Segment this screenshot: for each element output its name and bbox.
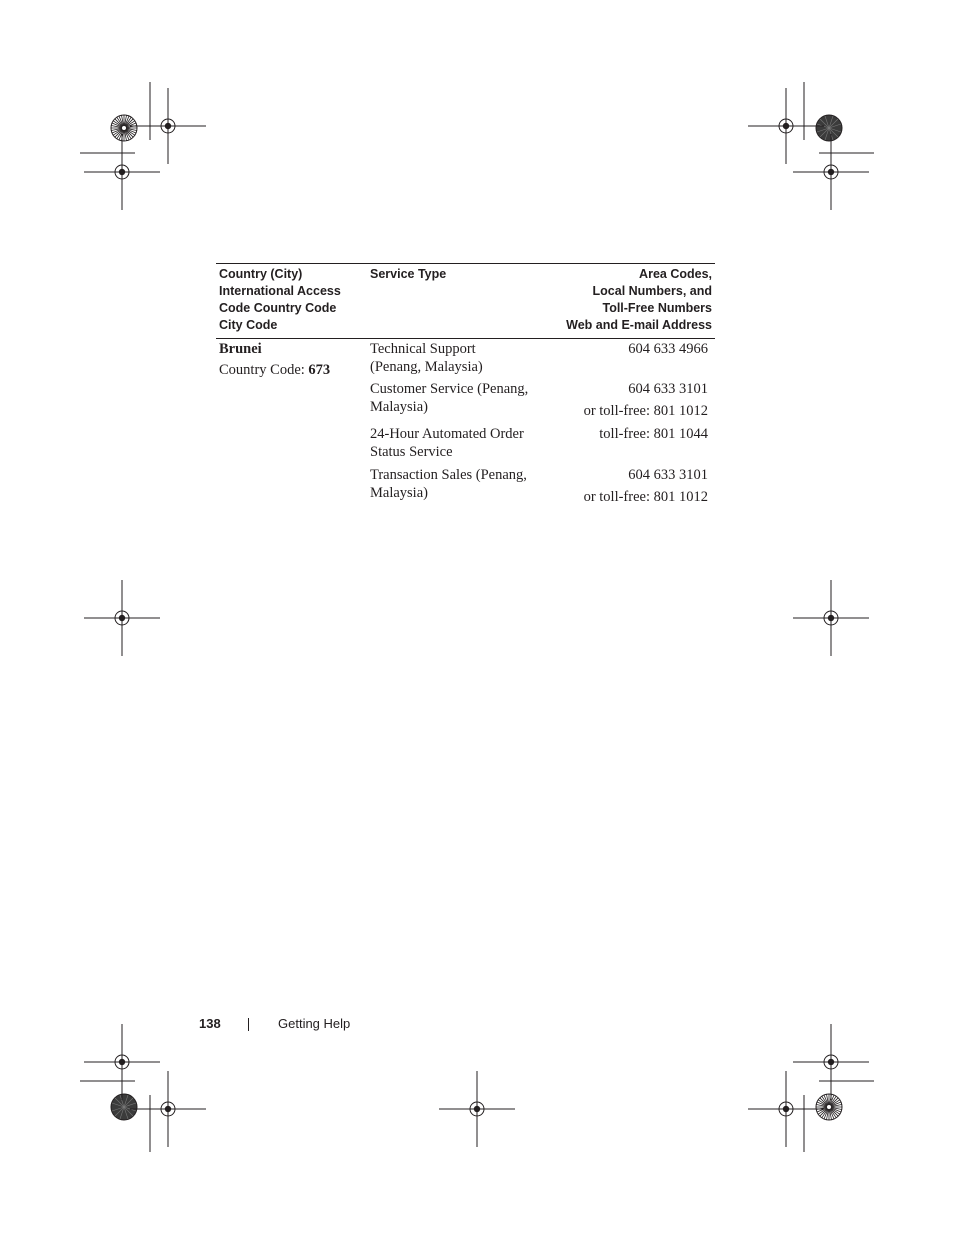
service-line: Malaysia): [370, 398, 428, 415]
country-code-label: Country Code:: [219, 361, 309, 378]
service-line: Customer Service (Penang,: [370, 381, 529, 397]
header-bottom-rule: [216, 338, 715, 339]
phone-number: 604 633 3101: [628, 467, 708, 483]
service-line: Malaysia): [370, 484, 428, 501]
service-line: 24-Hour Automated Order: [370, 426, 524, 442]
phone-number: 604 633 4966: [628, 341, 708, 357]
table-row: [370, 467, 527, 502]
service-line: (Penang, Malaysia): [370, 358, 483, 375]
header-country-line: International Access: [219, 284, 341, 298]
header-service: [370, 266, 446, 283]
country-code-value: 673: [308, 361, 331, 378]
table-row: [370, 341, 483, 376]
phone-number: toll-free: 801 1044: [599, 426, 708, 442]
table-top-rule: [216, 263, 715, 264]
phone-number: or toll-free: 801 1012: [583, 402, 708, 419]
table-row: [370, 426, 524, 461]
service-line: Technical Support: [370, 341, 476, 357]
country-code: [219, 362, 330, 380]
header-country-line: Country (City): [219, 267, 303, 281]
header-numbers: [566, 266, 712, 334]
header-country: [219, 266, 341, 334]
phone-number: or toll-free: 801 1012: [583, 488, 708, 505]
country-cell: [219, 341, 330, 379]
header-numbers-line: Local Numbers, and: [592, 284, 712, 298]
table-row: [370, 381, 528, 416]
number-cell: [599, 426, 708, 444]
header-country-line: Code Country Code: [219, 301, 337, 315]
service-line: Status Service: [370, 443, 453, 460]
country-name: Brunei: [219, 341, 262, 357]
header-service-line: Service Type: [370, 267, 447, 281]
phone-number: 604 633 3101: [628, 381, 708, 397]
number-cell: [584, 381, 708, 420]
header-numbers-line: Web and E-mail Address: [566, 318, 712, 332]
page-number: 138: [199, 1016, 221, 1031]
footer-separator: [248, 1018, 249, 1031]
service-line: Transaction Sales (Penang,: [370, 467, 527, 483]
section-title: Getting Help: [278, 1016, 351, 1031]
header-numbers-line: Area Codes,: [639, 267, 712, 281]
header-country-line: City Code: [219, 318, 278, 332]
number-cell: [584, 467, 708, 506]
header-numbers-line: Toll-Free Numbers: [602, 301, 712, 315]
number-cell: [628, 341, 708, 359]
